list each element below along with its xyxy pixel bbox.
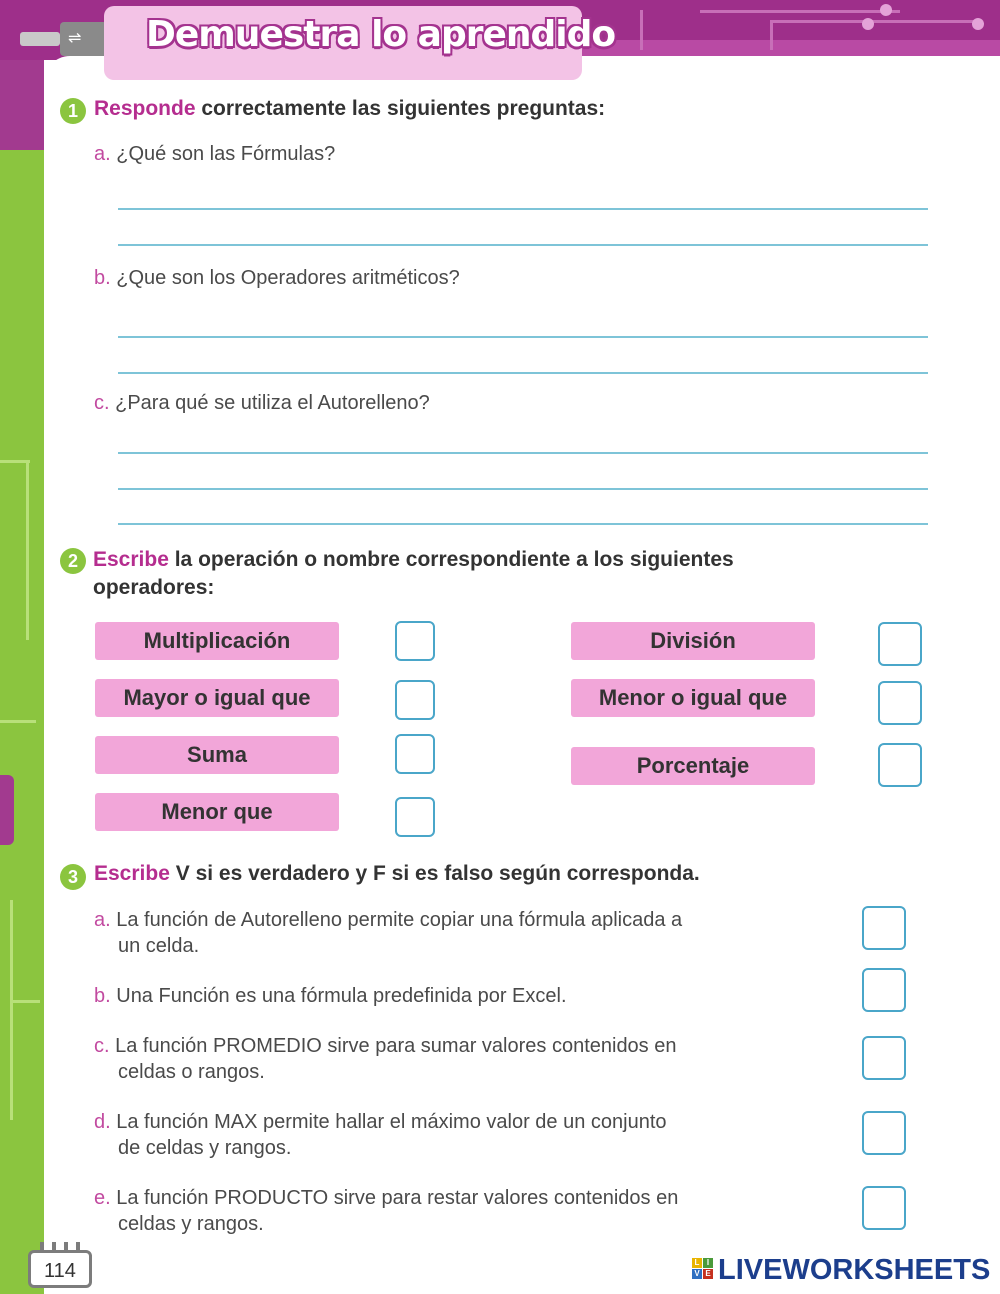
operator-answer-box[interactable] [878, 622, 922, 666]
section-2-verb: Escribe [93, 548, 169, 571]
statement-e [94, 1185, 834, 1237]
statement-text: La función MAX permite hallar el máximo valor de un conjunto [110, 1111, 667, 1133]
statement-d [94, 1109, 834, 1161]
statement-text-cont: de celdas y rangos. [118, 1137, 292, 1159]
true-false-answer-box[interactable] [862, 968, 906, 1012]
left-decorative-band [0, 0, 44, 1294]
section-3-heading [94, 862, 700, 886]
chip-pin [52, 1242, 56, 1250]
statement-letter: b. [94, 985, 111, 1007]
usb-icon: ⇌ [60, 22, 134, 56]
section-2-heading [93, 546, 734, 602]
section-number-3: 3 [60, 864, 86, 890]
statement-letter: a. [94, 909, 111, 931]
section-1-heading [94, 97, 605, 121]
circuit-dot [880, 4, 892, 16]
operator-label: Menor que [95, 793, 339, 831]
question-text: ¿Para qué se utiliza el Autorelleno? [109, 392, 430, 414]
statement-letter: e. [94, 1187, 111, 1209]
usb-plug-icon [20, 32, 60, 46]
answer-line[interactable] [118, 488, 928, 490]
operator-label: División [571, 622, 815, 660]
statement-text: La función PRODUCTO sirve para restar valores contenidos en [110, 1187, 679, 1209]
section-2-instruction-line2: operadores: [93, 576, 215, 599]
question-letter: c. [94, 392, 110, 414]
circuit-decoration [700, 10, 900, 13]
operator-answer-box[interactable] [878, 681, 922, 725]
operator-answer-box[interactable] [395, 621, 435, 661]
answer-line[interactable] [118, 523, 928, 525]
section-number-2: 2 [60, 548, 86, 574]
statement-b [94, 983, 834, 1009]
operator-label: Mayor o igual que [95, 679, 339, 717]
answer-line[interactable] [118, 372, 928, 374]
true-false-answer-box[interactable] [862, 1111, 906, 1155]
page-title: Demuestra lo aprendido [146, 14, 616, 55]
operator-answer-box[interactable] [395, 680, 435, 720]
answer-line[interactable] [118, 208, 928, 210]
operator-answer-box[interactable] [395, 734, 435, 774]
liveworksheets-logo-icon: L I V E [692, 1258, 714, 1280]
chip-pin [40, 1242, 44, 1250]
page-number: 114 [28, 1250, 92, 1288]
question-text: ¿Qué son las Fórmulas? [110, 143, 336, 165]
true-false-answer-box[interactable] [862, 1036, 906, 1080]
operator-label: Menor o igual que [571, 679, 815, 717]
statement-text: La función de Autorelleno permite copiar una fórmula aplicada a [110, 909, 683, 931]
chip-pin [64, 1242, 68, 1250]
statement-a [94, 907, 834, 959]
question-letter: b. [94, 267, 111, 289]
circuit-decoration [10, 1000, 40, 1003]
section-1-instruction: correctamente las siguientes preguntas: [195, 97, 606, 120]
circuit-dot [862, 18, 874, 30]
section-2-instruction-line1: la operación o nombre correspondiente a los siguientes [168, 548, 734, 571]
question-text: ¿Que son los Operadores aritméticos? [110, 267, 460, 289]
statement-text: Una Función es una fórmula predefinida por Excel. [110, 985, 567, 1007]
operator-label: Suma [95, 736, 339, 774]
statement-letter: d. [94, 1111, 111, 1133]
circuit-dot [972, 18, 984, 30]
chip-pin [76, 1242, 80, 1250]
operator-answer-box[interactable] [395, 797, 435, 837]
circuit-decoration [10, 900, 13, 1120]
answer-line[interactable] [118, 452, 928, 454]
circuit-decoration [770, 20, 773, 50]
question-a [94, 143, 335, 166]
true-false-answer-box[interactable] [862, 906, 906, 950]
circuit-decoration [0, 720, 36, 723]
section-3-instruction: V si es verdadero y F si es falso según corresponda. [169, 862, 700, 885]
operator-label: Porcentaje [571, 747, 815, 785]
question-letter: a. [94, 143, 111, 165]
circuit-decoration [26, 460, 29, 640]
operator-label: Multiplicación [95, 622, 339, 660]
statement-text: La función PROMEDIO sirve para sumar valores contenidos en [109, 1035, 677, 1057]
answer-line[interactable] [118, 244, 928, 246]
answer-line[interactable] [118, 336, 928, 338]
statement-letter: c. [94, 1035, 110, 1057]
section-1-verb: Responde [94, 97, 196, 120]
chip-decoration [0, 775, 14, 845]
liveworksheets-logo[interactable]: LIVEWORKSHEETS [718, 1254, 991, 1286]
statement-c [94, 1033, 834, 1085]
true-false-answer-box[interactable] [862, 1186, 906, 1230]
statement-text-cont: celdas y rangos. [118, 1213, 264, 1235]
circuit-decoration [640, 10, 643, 50]
question-c [94, 392, 430, 415]
section-number-1: 1 [60, 98, 86, 124]
question-b [94, 267, 460, 290]
circuit-decoration [770, 20, 980, 23]
statement-text-cont: celdas o rangos. [118, 1061, 265, 1083]
section-3-verb: Escribe [94, 862, 170, 885]
operator-answer-box[interactable] [878, 743, 922, 787]
statement-text-cont: un celda. [118, 935, 200, 957]
